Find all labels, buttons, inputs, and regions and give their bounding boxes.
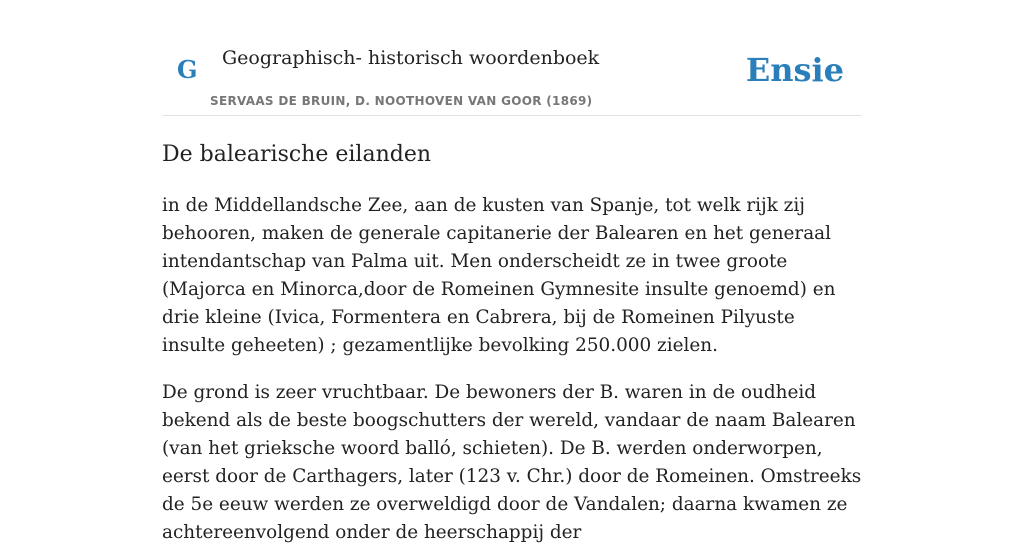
entry-paragraph: De grond is zeer vruchtbaar. De bewoners der B. waren in de oudheid bekend als de beste boogschutters der wereld, vandaar de naam Balearen (van het grieksche woord balló, schieten). De B. werden onderworpen, eerst door de Carthagers, later (123 v. Chr.) door de Romeinen. Omstreeks de 5e eeuw werden ze overweldigd door de Vandalen; daarna kwamen ze achtereenvolgend onder de heerschappij der — [162, 382, 862, 543]
entry-paragraph: in de Middellandsche Zee, aan de kusten van Spanje, tot welk rijk zij behooren, maken de generale capitanerie der Balearen en het generaal intendantschap van Palma uit. Men onderscheidt ze in twee groote (Majorca en Minorca,door de Romeinen Gymnesite insulte genoemd) en drie kleine (Ivica, Formentera en Cabrera, bij de Romeinen Pilyuste insulte geheeten) ; gezamentlijke bevolking 250.000 zielen. — [162, 195, 836, 356]
page-container — [162, 0, 862, 543]
book-title-link[interactable]: Geographisch- historisch woordenboek — [222, 47, 600, 69]
book-author: SERVAAS DE BRUIN, D. NOOTHOVEN VAN GOOR (1869) — [210, 94, 593, 108]
entry-title: De balearische eilanden — [162, 142, 432, 167]
ensie-logo[interactable]: Ensie — [745, 51, 844, 89]
entry-header — [162, 0, 862, 116]
letter-index-link[interactable]: G — [177, 55, 198, 84]
